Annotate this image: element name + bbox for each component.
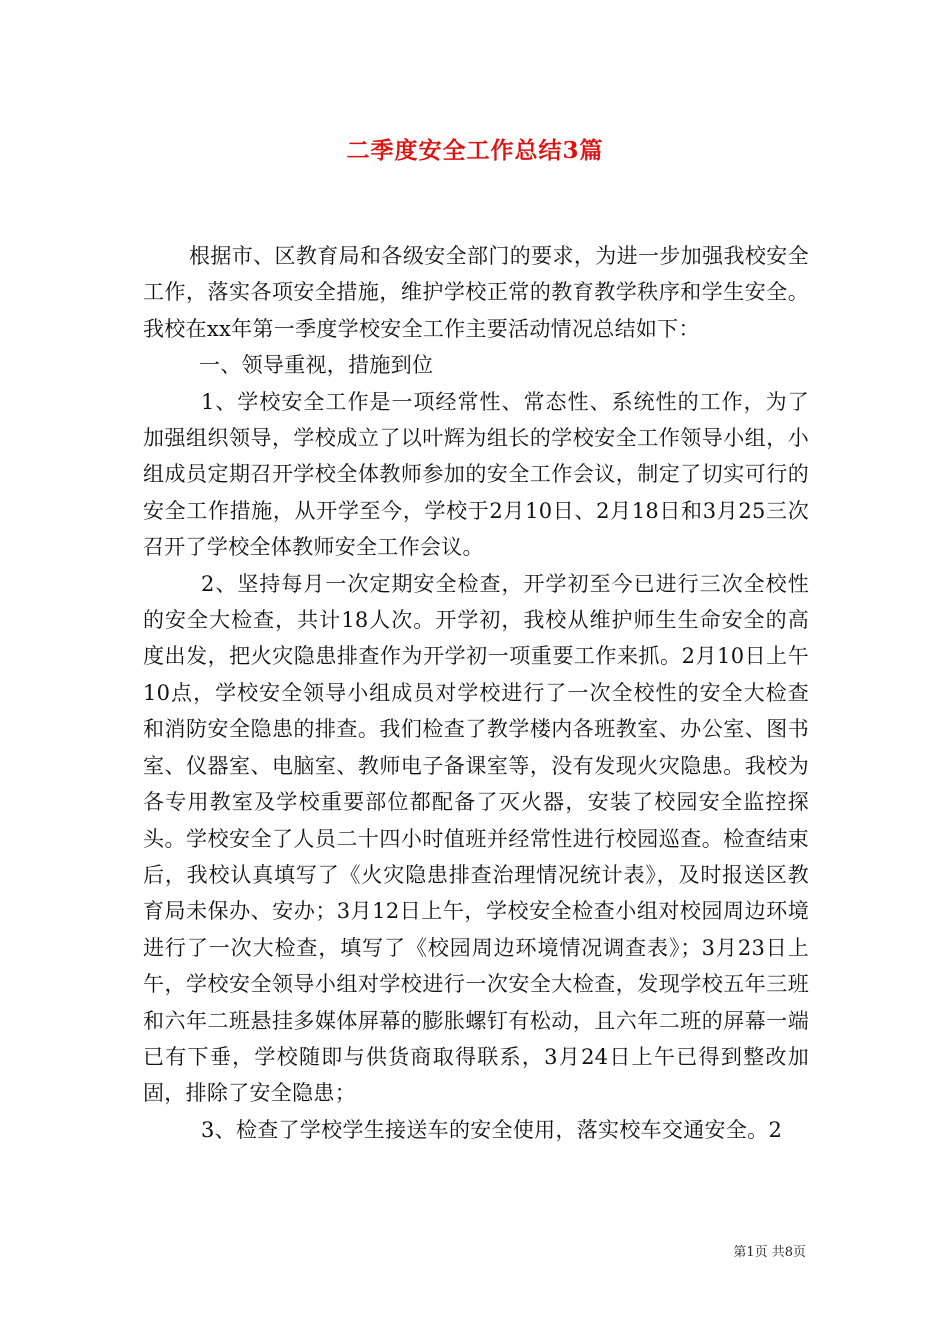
section-heading: 一、领导重视，措施到位 (199, 353, 434, 378)
paragraph-item-2: 2、坚持每月一次定期安全检查，开学初至今已进行三次全校性的安全大检查，共计18人次。开学初，我校从维护师生生命安全的高度出发，把火灾隐患排查作为开学初一项重要工作来抓。2月10日上午10点，学校安全领导小组成员对学校进行了一次全校性的安全大检查和消防安全隐患的排查。我们检查了教学楼内各班教室、办公室、图书室、仪器室、电脑室、教师电子备课室等，没有发现火灾隐患。我校为各专用教室及学校重要部位都配备了灭火器，安装了校园安全监控探头。学校安全了人员二十四小时值班并经常性进行校园巡查。检查结束后，我校认真填写了《火灾隐患排查治理情况统计表》，及时报送区教育局未保办、安办；3月12日上午，学校安全检查小组对校园周边环境进行了一次大检查，填写了《校园周边环境情况调查表》；3月23日上午，学校安全领导小组对学校进行一次安全大检查，发现学校五年三班和六年二班悬挂多媒体屏幕的膨胀螺钉有松动，且六年二班的屏幕一端已有下垂，学校随即与供货商取得联系，3月24日上午已得到整改加固，排除了安全隐患； (143, 571, 809, 1106)
page-number-footer: 第1页 共8页 (733, 1245, 806, 1260)
document-body (143, 238, 809, 1148)
paragraph-item-1: 1、学校安全工作是一项经常性、常态性、系统性的工作，为了加强组织领导，学校成立了以叶辉为组长的学校安全工作领导小组，小组成员定期召开学校全体教师参加的安全工作会议，制定了切实可行的安全工作措施，从开学至今，学校于2月10日、2月18日和3月25三次召开了学校全体教师安全工作会议。 (143, 389, 809, 560)
document-title: 二季度安全工作总结3篇 (346, 137, 604, 164)
intro-paragraph: 根据市、区教育局和各级安全部门的要求，为进一步加强我校安全工作，落实各项安全措施，维护学校正常的教育教学秩序和学生安全。我校在xx年第一季度学校安全工作主要活动情况总结如下： (143, 244, 809, 341)
paragraph-item-3: 3、检查了学校学生接送车的安全使用，落实校车交通安全。2 (201, 1117, 783, 1142)
